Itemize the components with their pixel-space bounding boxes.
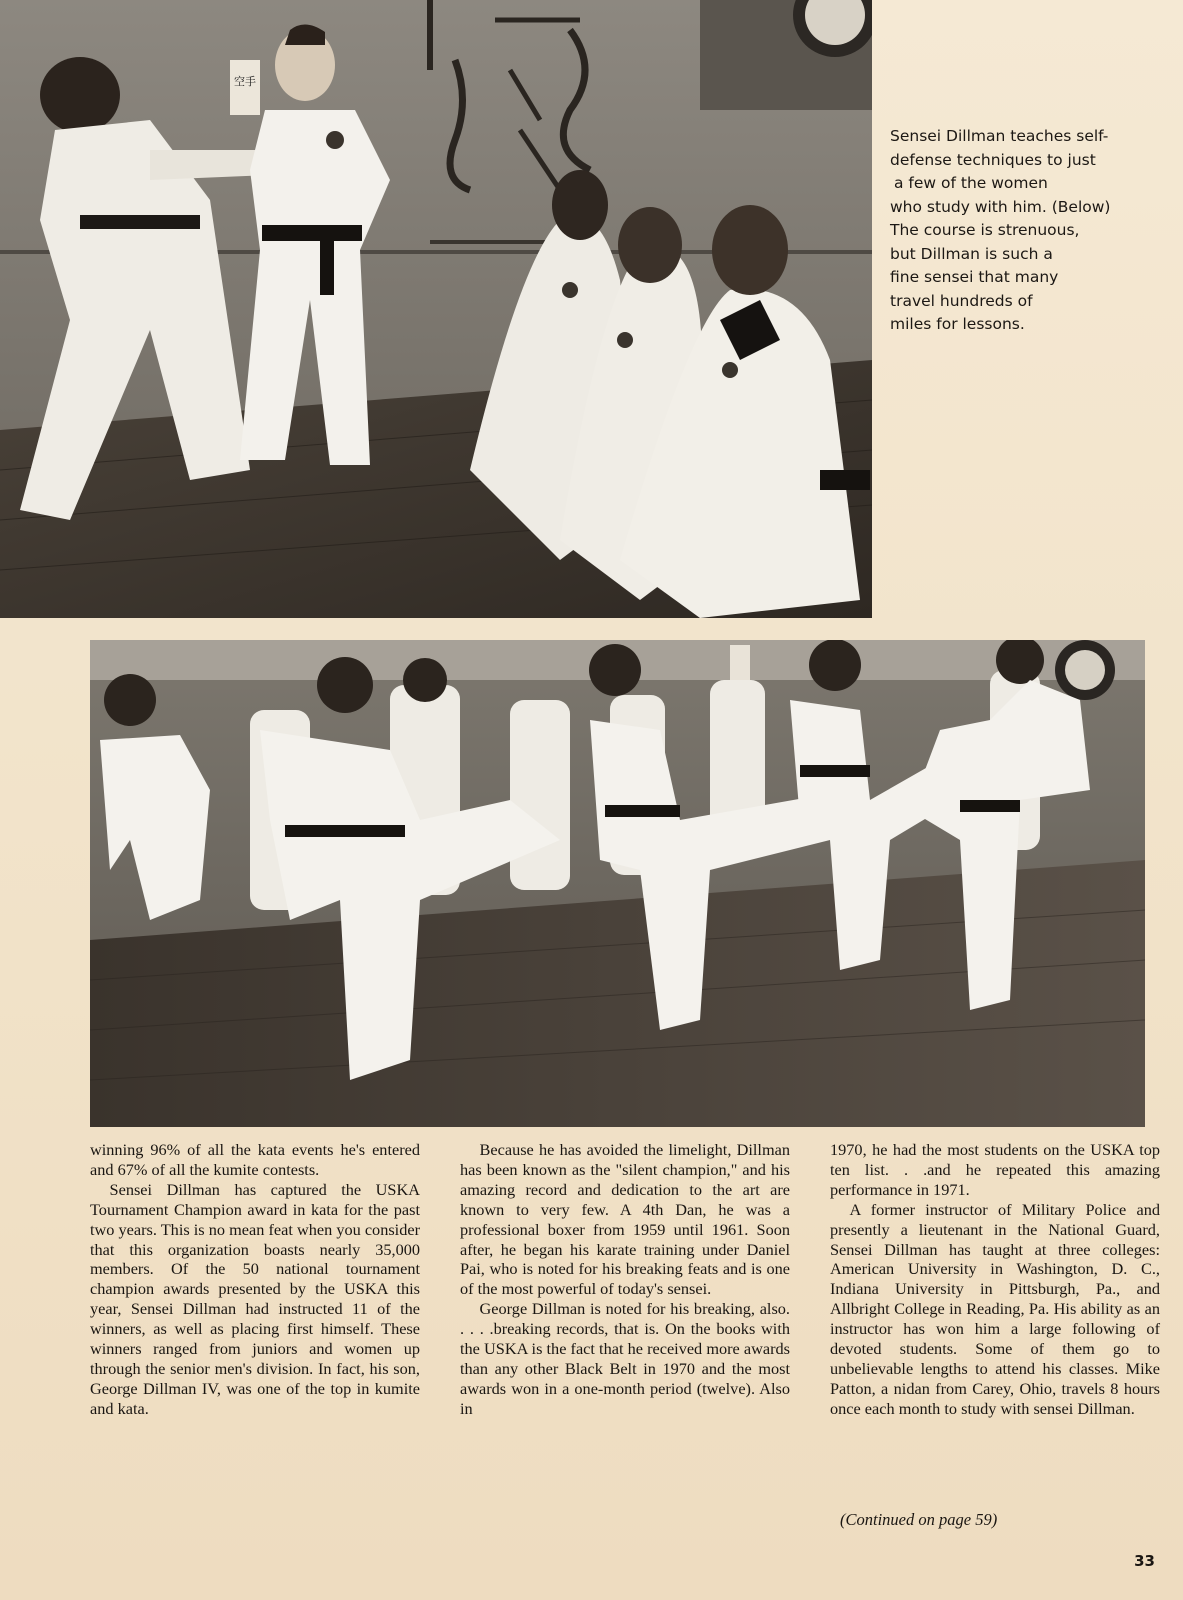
caption-line: but Dillman is such a [890, 244, 1053, 263]
article-paragraph: A former instructor of Military Police and presently a lieutenant in the National Guard, Sensei Dillman has taught at three colleges: American University in Washington, D. C., Indiana University in Pittsburgh, Pa., and Allbright College in Reading, Pa. His ability as an instructor has won him a large following of devoted students. Some of them go to unbelievable lengths to attend his classes. Mike Patton, a nidan from Carey, Ohio, travels 8 hours once each month to study with sensei Dillman. [830, 1199, 1160, 1418]
caption-line: defense techniques to just [890, 150, 1096, 169]
article-paragraph: George Dillman is noted for his breaking, also. . . . .breaking records, that is. On the books with the USKA is the fact that he received more awards than any other Black Belt in 1970 and the most awards won in a one-month period (twelve). Also in [460, 1299, 790, 1418]
article-paragraph: Sensei Dillman has captured the USKA Tournament Champion award in kata for the past two years. This is no mean feat when you consider that this organization boasts nearly 35,000 members. Of the 50 national tournament champion awards presented by the USKA this year, Sensei Dillman had instructed 11 of the winners, as well as placing first himself. These winners ranged from juniors and women up through the senior men's division. In fact, his son, George Dillman IV, was one of the top in kumite and kata. [90, 1179, 420, 1418]
photo-caption [890, 125, 1150, 337]
photo-class-kicking [90, 640, 1145, 1127]
photo-bottom-illustration [90, 640, 1145, 1127]
article-column-2 [460, 1140, 790, 1419]
continued-note: (Continued on page 59) [840, 1510, 998, 1529]
article-paragraph: Because he has avoided the limelight, Dillman has been known as the "silent champion," and his amazing record and dedication to the art are known to very few. A 4th Dan, he was a professional boxer from 1959 until 1961. Soon after, he began his karate training under Daniel Pai, who is noted for his breaking feats and is one of the most powerful of today's sensei. [460, 1140, 790, 1299]
article-column-3 [830, 1140, 1160, 1419]
photo-self-defense-demo [0, 0, 872, 618]
caption-line: a few of the women [894, 174, 1048, 192]
article-paragraph: 1970, he had the most students on the USKA top ten list. . .and he repeated this amazing performance in 1971. [830, 1140, 1160, 1199]
article-column-1 [90, 1140, 420, 1419]
sign-text: 空手 [234, 75, 256, 88]
article-body [90, 1140, 1160, 1550]
caption-line: fine sensei that many [890, 268, 1059, 286]
page-number: 33 [1134, 1552, 1155, 1570]
caption-line: who study with him. (Below) [890, 197, 1111, 216]
caption-line: The course is strenuous, [890, 221, 1080, 239]
caption-line: travel hundreds of [890, 291, 1033, 310]
caption-line: miles for lessons. [890, 315, 1025, 333]
article-paragraph: winning 96% of all the kata events he's entered and 67% of all the kumite contests. [90, 1140, 420, 1179]
photo-top-illustration [0, 0, 872, 618]
caption-line: Sensei Dillman teaches self- [890, 127, 1109, 145]
